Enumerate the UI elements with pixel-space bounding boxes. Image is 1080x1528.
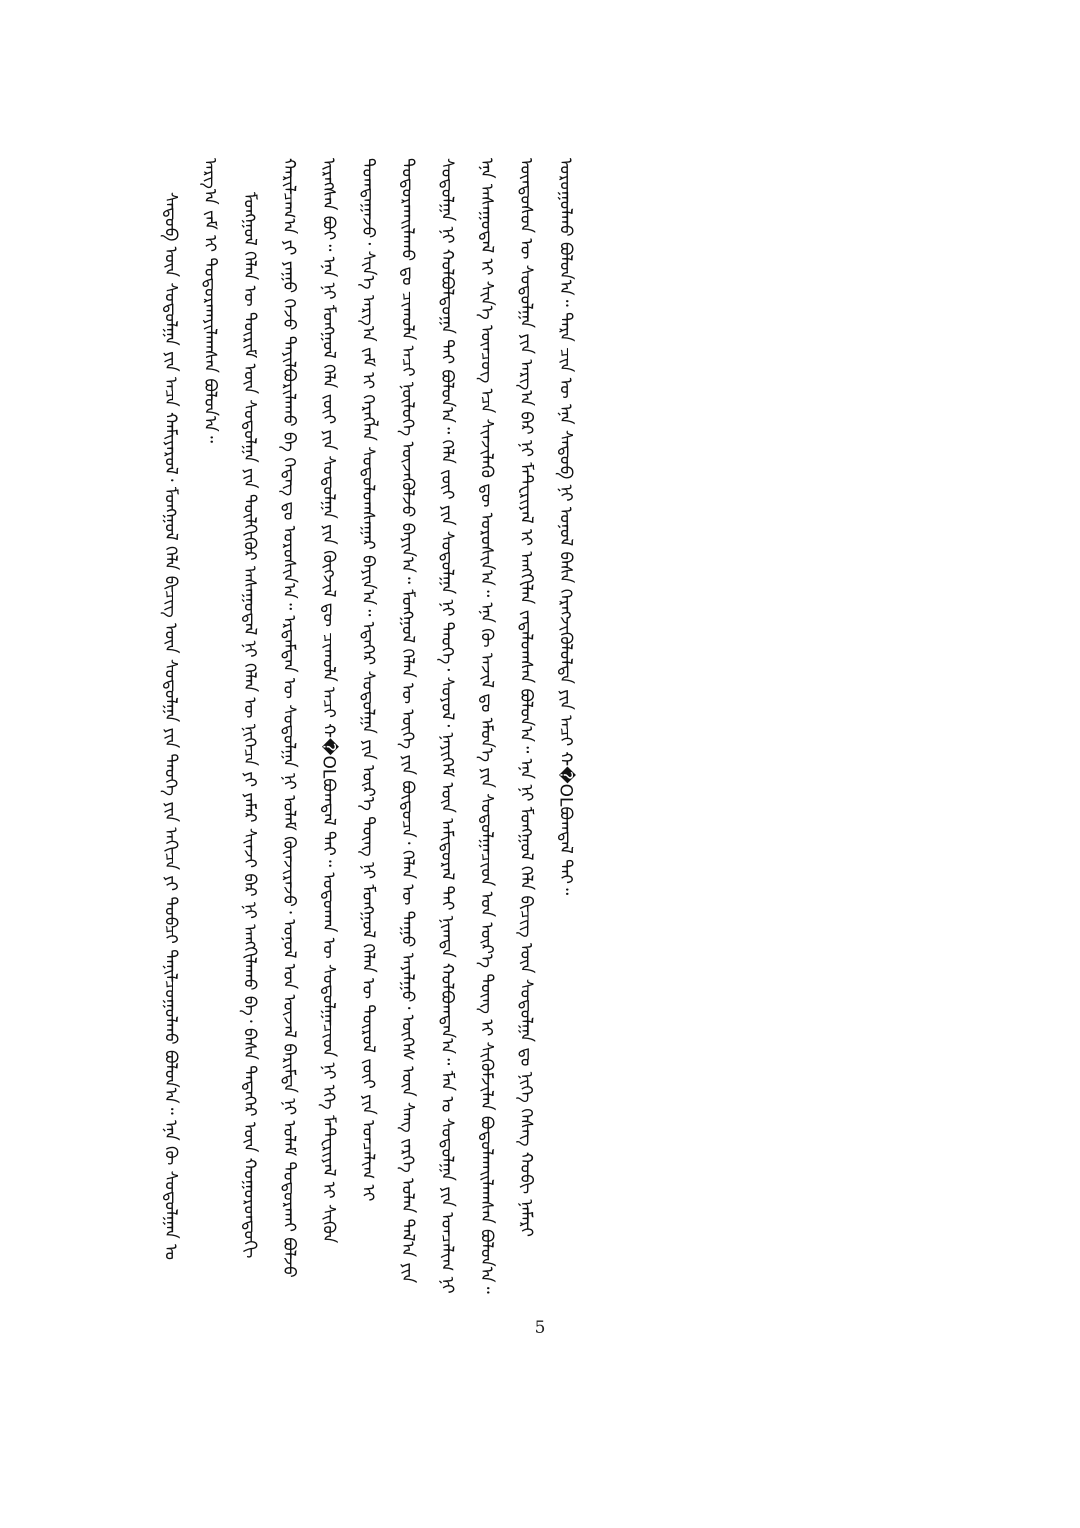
body-text [150, 158, 910, 1298]
paragraph-2: ᠮᠣᠩᠭᠣᠯ ᠬᠡᠯᠡᠨ ᠦ ᠳᠦᠷᠢᠮ ᠦᠨ ᠰᠤᠳᠤᠯᠭᠠ ᠶᠢᠨ ᠲᠦᠯᠬᠢᠭᠦᠷ ᠠᠰᠠᠭᠤᠳᠠᠯ ᠨᠢ ᠬᠡᠯᠡᠨ ᠦ ᠨᠢᠭᠡᠴᠡ ᠶᠢ ᠶᠠᠮᠠᠷ ᠰᠢᠨᠵᠢ ᠪᠡᠷ ᠨᠢ ᠠᠩᠭᠢᠯᠠᠬᠤ ᠪᠡ᠂ ᠪᠠᠰᠠ ᠲᠡᠳᠡᠭᠡᠷ ᠦᠨ ᠬᠣᠭᠣᠷᠣᠨᠳᠤᠬᠢ ᠬᠠᠷᠢᠯᠴᠠᠭ᠎ᠠ ᠶᠢ ᠶᠠᠭᠤ ᠭᠡᠵᠦ ᠲᠠᠶᠢᠯᠪᠤᠷᠢᠯᠠᠬᠤ ᠪᠡ ᠭᠡᠳᠡᠭ ᠳᠤ ᠣᠷᠣᠰᠢᠨ᠎ᠠ᠃ ᠡᠷᠳᠡᠮᠲᠡᠨ ᠦ ᠰᠤᠳᠤᠯᠭᠠ ᠨᠢ ᠤᠯᠠᠮ ᠭᠦᠨᠵᠢᠷᠡᠵᠦ᠂ ᠣᠨᠣᠯ ᠤᠨ ᠦᠵᠡᠯ ᠪᠠᠷᠢᠮᠲᠠ ᠨᠢ ᠤᠯᠠᠮ ᠲᠣᠳᠤᠷᠬᠠᠢ ᠪᠣᠯᠵᠤ ᠢᠷᠡᠭᠰᠡᠨ ᠪᠤᠢ᠃ ᠡᠨᠡ ᠨᠢ ᠮᠣᠩᠭᠣᠯ ᠬᠡᠯᠡ ᠵᠦᠢ ᠶᠢᠨ ᠰᠤᠳᠤᠯᠭᠠ ᠶᠢᠨ ᠬᠥᠭᠵᠢᠯ ᠳᠦ ᠴᠢᠬᠤᠯᠠ ᠠᠴᠢ ᠬ�OLᠪᠣᠭᠳᠠᠯ ᠲᠠᠢ᠃ ᠣᠳᠣᠬᠠᠨ ᠦ ᠰᠤᠳᠤᠯᠭᠠᠴᠢᠳ ᠨᠢ ᠡᠬᠡ ᠮᠠᠲᠧᠷᠢᠶᠠᠯ ᠢ ᠰᠢᠭᠦᠨ ᠲᠣᠭᠲᠠᠭᠠᠵᠤ᠂ ᠰᠢᠨ᠎ᠡ ᠠᠷᠭ᠎ᠠ ᠵᠠᠮ ᠢ ᠬᠡᠷᠡᠭᠯᠡᠨ ᠰᠤᠳᠤᠯᠤᠭᠰᠠᠭᠠᠷ ᠪᠠᠶᠢᠨ᠎ᠠ᠃ ᠡᠳᠡᠭᠡᠷ ᠰᠤᠳᠤᠯᠭᠠ ᠶᠢᠨ ᠦᠷ᠎ᠡ ᠳᠦᠩ ᠨᠢ ᠮᠣᠩᠭᠣᠯ ᠬᠡᠯᠡᠨ ᠦ ᠲᠥᠷᠦᠯ ᠵᠦᠢ ᠶᠢᠨ ᠣᠨᠴᠠᠯᠢᠭ ᠢ ᠲᠣᠳᠤᠷᠬᠠᠢᠯᠠᠬᠤ ᠳᠤ ᠴᠢᠬᠤᠯᠠ ᠠᠴᠢ ᠨᠦᠯᠦᠭᠡ ᠦᠵᠡᠭᠦᠯᠵᠦ ᠪᠠᠶᠢᠨ᠎ᠠ᠃ ᠮᠣᠩᠭᠣᠯ ᠬᠡᠯᠡᠨ ᠦ ᠦᠭᠡ ᠶᠢᠨ ᠪᠦᠲᠦᠴᠡ᠂ ᠬᠡᠯᠡᠨ ᠦ ᠳᠠᠭᠤ ᠠᠶᠠᠯᠭᠤ᠂ ᠦᠭᠡᠰ ᠦᠨ ᠰᠠᠩ ᠵᠡᠷᠭᠡ ᠣᠯᠠᠨ ᠲᠠᠯ᠎ᠠ ᠶᠢᠨ ᠰᠤᠳᠤᠯᠭᠠ ᠨᠢ ᠬᠣᠯᠪᠣᠯᠳᠤᠭᠠ ᠲᠠᠢ ᠪᠣᠯᠤᠨ᠎ᠠ᠃ ᠬᠡᠯᠡ ᠵᠦᠢ ᠶᠢᠨ ᠰᠤᠳᠤᠯᠭᠠ ᠨᠢ ᠲᠡᠦᠬᠡ᠂ ᠰᠣᠶᠣᠯ᠂ ᠨᠡᠶᠢᠭᠡᠮ ᠦᠨ ᠠᠮᠢᠳᠤᠷᠠᠯ ᠲᠠᠢ ᠨᠢᠭᠲᠠ ᠬᠣᠯᠪᠣᠭᠳᠠᠨ᠎ᠠ᠃ ᠮᠠᠨ ᠤ ᠰᠤᠳᠤᠯᠭᠠ ᠶᠢᠨ ᠣᠨᠴᠠᠯᠢᠭ ᠨᠢ ᠡᠨᠡ ᠠᠰᠠᠭᠤᠳᠠᠯ ᠢ ᠰᠢᠨ᠎ᠡ ᠥᠨᠴᠦᠭ ᠡᠴᠡ ᠰᠢᠨᠵᠢᠯᠡᠬᠦ ᠳᠦ ᠣᠷᠣᠰᠢᠨ᠎ᠠ᠃ ᠡᠨᠡ ᠬᠦ ᠠᠵᠢᠯ ᠳᠤ ᠡᠮᠦᠨ᠎ᠡ ᠶᠢᠨ ᠰᠤᠳᠤᠯᠭᠠᠴᠢᠳ ᠤᠨ ᠦᠷ᠎ᠡ ᠳᠦᠩ ᠢ ᠰᠢᠭᠦᠮᠵᠢᠯᠡᠨ ᠪᠣᠳᠣᠯᠬᠠᠢᠯᠠᠭᠰᠠᠨ ᠪᠣᠯᠤᠨ᠎ᠠ᠃ ᠦᠨᠳᠦᠰᠦᠨ ᠦ ᠰᠤᠳᠤᠯᠭᠠ ᠶᠢᠨ ᠠᠷᠭ᠎ᠠ ᠪᠠᠷ ᠨᠢ ᠮᠠᠲᠧᠷᠢᠶᠠᠯ ᠢ ᠠᠩᠭᠢᠯᠠᠨ ᠵᠠᠳᠠᠯᠤᠭᠰᠠᠨ ᠪᠣᠯᠤᠨ᠎ᠠ᠃ ᠡᠨᠡ ᠨᠢ ᠮᠣᠩᠭᠣᠯ ᠬᠡᠯᠡ ᠪᠢᠴᠢᠭ ᠦᠨ ᠰᠤᠳᠤᠯᠭᠠ ᠳᠤ ᠨᠢᠭᠡ ᠬᠡᠰᠡᠭ ᠬᠤᠪᠢ ᠨᠡᠮᠡᠷᠢ ᠣᠷᠤᠭᠤᠯᠬᠤ ᠪᠣᠯᠤᠨ᠎ᠠ᠃ ᠲᠡᠷᠡ ᠴᠢᠨ ᠦ ᠡᠨᠡ ᠰᠡᠳᠦᠪ ᠨᠢ ᠣᠨᠣᠯ ᠪᠠᠰᠠ ᠬᠡᠷᠡᠭᠵᠢᠭᠦᠯᠦᠯᠲᠡ ᠶᠢᠨ ᠠᠴᠢ ᠬ�OLᠪᠣᠭᠳᠠᠯ ᠲᠠᠢ᠃ [239, 158, 576, 1294]
paragraph-1: ᠰᠡᠳᠦᠪ ᠦᠨ ᠰᠤᠳᠤᠯᠭᠠ ᠶᠢᠨ ᠠᠴᠠ ᠬᠠᠮᠢᠶᠠᠷᠤᠯ᠂ ᠮᠣᠩᠭᠣᠯ ᠬᠡᠯᠡ ᠪᠢᠴᠢᠭ ᠦᠨ ᠰᠤᠳᠤᠯᠭᠠ ᠶᠢᠨ ᠲᠡᠦᠬᠡ ᠶᠢᠨ ᠠᠬᠢᠴᠠ ᠶᠢ ᠲᠣᠪᠴᠢ ᠲᠠᠨᠢᠯᠴᠤᠭᠤᠯᠬᠤ ᠪᠤᠯᠤᠨ᠎ᠠ᠃ ᠡᠨᠡ ᠬᠦ ᠰᠤᠳᠤᠯᠭᠠᠨ ᠤ ᠠᠷᠭ᠎ᠠ ᠵᠠᠮ ᠢ ᠲᠣᠳᠤᠷᠬᠠᠶᠢᠯᠠᠭᠰᠠᠨ ᠪᠣᠯᠤᠨ᠎ᠠ᠃ [160, 158, 220, 1260]
page-number: 5 [534, 1318, 546, 1338]
